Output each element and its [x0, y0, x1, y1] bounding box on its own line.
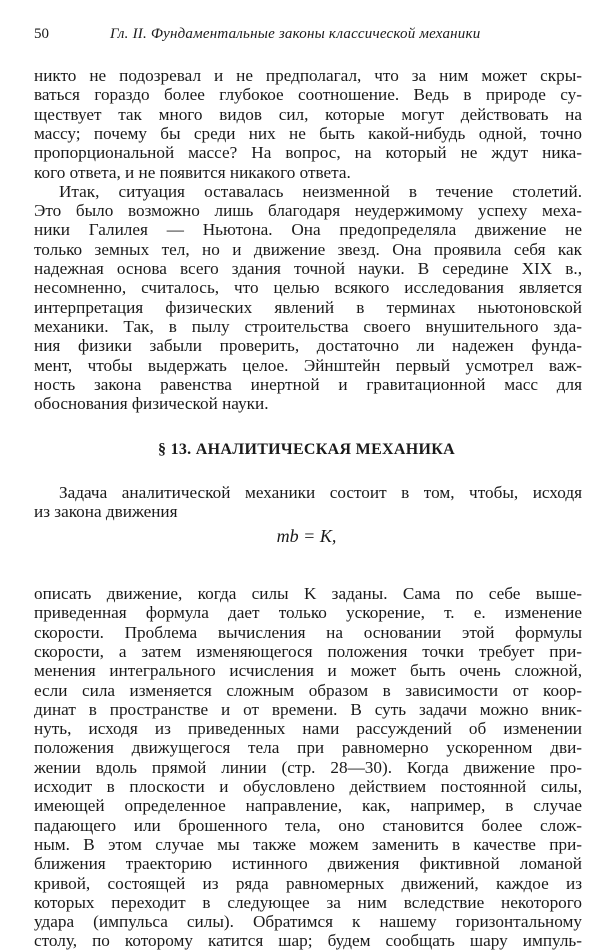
paragraph4-line: приведенная формула дает только ускорение, т. е. изменение	[34, 603, 582, 623]
paragraph3-line: из закона движения	[34, 502, 178, 522]
paragraph4-line: имеющей определенное направление, как, например, в случае	[34, 796, 582, 816]
paragraph4-line: скорости, а затем изменяющегося положения точки требует при-	[34, 641, 582, 661]
paragraph2-line: Это было возможно лишь благодаря неудержимому успеху меха-	[34, 201, 582, 221]
paragraph2-line: ния физики забыли проверить, достаточно ли надежен фунда-	[34, 336, 582, 356]
paragraph4-line: которых переходит в следующее за ним вследствие некоторого	[34, 892, 582, 912]
paragraph4-line: если сила изменяется сложным образом в зависимости от коор-	[34, 680, 582, 700]
paragraph2-line: несомненно, считалось, что целью всякого исследования является	[34, 278, 582, 298]
paragraph4-line: менения интегрального исчисления и может быть очень сложной,	[34, 661, 582, 681]
paragraph4-line: жении вдоль прямой линии (стр. 28—30). Когда движение про-	[34, 757, 582, 777]
paragraph2-line: обоснования физической науки.	[34, 394, 269, 414]
page-header	[34, 26, 579, 48]
paragraph4-line: кривой, состоящей из ряда равномерных движений, каждое из	[34, 873, 582, 893]
formula: mb = K,	[276, 526, 337, 546]
paragraph3-line: Задача аналитической механики состоит в том, чтобы, исходя	[59, 483, 582, 502]
paragraph2-line: интерпретация физических явлений в терминах ньютоновской	[34, 297, 582, 317]
paragraph2-line: надежная основа всего здания точной науки. В середине XIX в.,	[34, 259, 582, 278]
paragraph2-line: механики. Так, в пылу строительства своего внушительного зда-	[34, 316, 582, 336]
paragraph4-line: положения движущегося тела при равномерно ускоренном дви-	[34, 738, 582, 758]
section-heading: § 13. АНАЛИТИЧЕСКАЯ МЕХАНИКА	[157, 441, 456, 458]
paragraph1-line: массу; почему бы среди них не быть какой-нибудь одной, точно	[34, 123, 582, 143]
paragraph1-line: кого ответа, и не появится никакого ответа.	[34, 162, 351, 182]
paragraph2-line: ность закона равенства инертной и гравитационной масс для	[34, 374, 582, 394]
paragraph4-line: исходит в плоскости и обусловлено действием постоянной силы,	[34, 777, 582, 796]
paragraph4-line: динат в пространстве и от времени. В суть задачи можно вник-	[34, 699, 582, 719]
paragraph4-line: описать движение, когда силы K заданы. Сама по себе выше-	[34, 584, 582, 603]
paragraph2-line: Итак, ситуация оставалась неизменной в течение столетий.	[59, 181, 582, 201]
paragraph4-line: скорости. Проблема вычисления на основании этой формулы	[34, 622, 582, 642]
paragraph1-line: ществует так много видов сил, которые могут действовать на	[34, 104, 582, 124]
paragraph4-line: ным. В этом случае мы также можем заменить в качестве при-	[34, 834, 582, 854]
paragraph1-line: ваться гораздо более глубокое соотношение. Ведь в природе су-	[34, 85, 582, 105]
paragraph4-line: нуть, исходя из приведенных нами рассуждений об изменении	[34, 719, 582, 739]
paragraph4-line: ближения траекторию истинного движения фиктивной ломаной	[34, 854, 582, 874]
paragraph1-line: пропорциональной массе? На вопрос, на который не ждут ника-	[34, 143, 582, 163]
paragraph2-line: мент, чтобы выдержать целое. Эйнштейн первый усмотрел важ-	[34, 355, 582, 375]
page-number: 50	[34, 26, 49, 42]
paragraph4-line: столу, по которому катится шар; будем сообщать шару импуль-	[34, 931, 582, 951]
paragraph2-line: только земных тел, но и движение звезд. Она проявила себя как	[34, 239, 582, 259]
paragraph1-line: никто не подозревал и не предполагал, что за ним может скры-	[34, 66, 582, 85]
paragraph4-line: падающего или брошенного тела, оно становится более слож-	[34, 815, 582, 835]
paragraph4-line: удара (импульса силы). Обратимся к нашему горизонтальному	[34, 912, 582, 932]
paragraph2-line: ники Галилея — Ньютона. Она предопределяла движение не	[34, 220, 582, 240]
running-head: Гл. II. Фундаментальные законы классической механики	[110, 26, 481, 42]
